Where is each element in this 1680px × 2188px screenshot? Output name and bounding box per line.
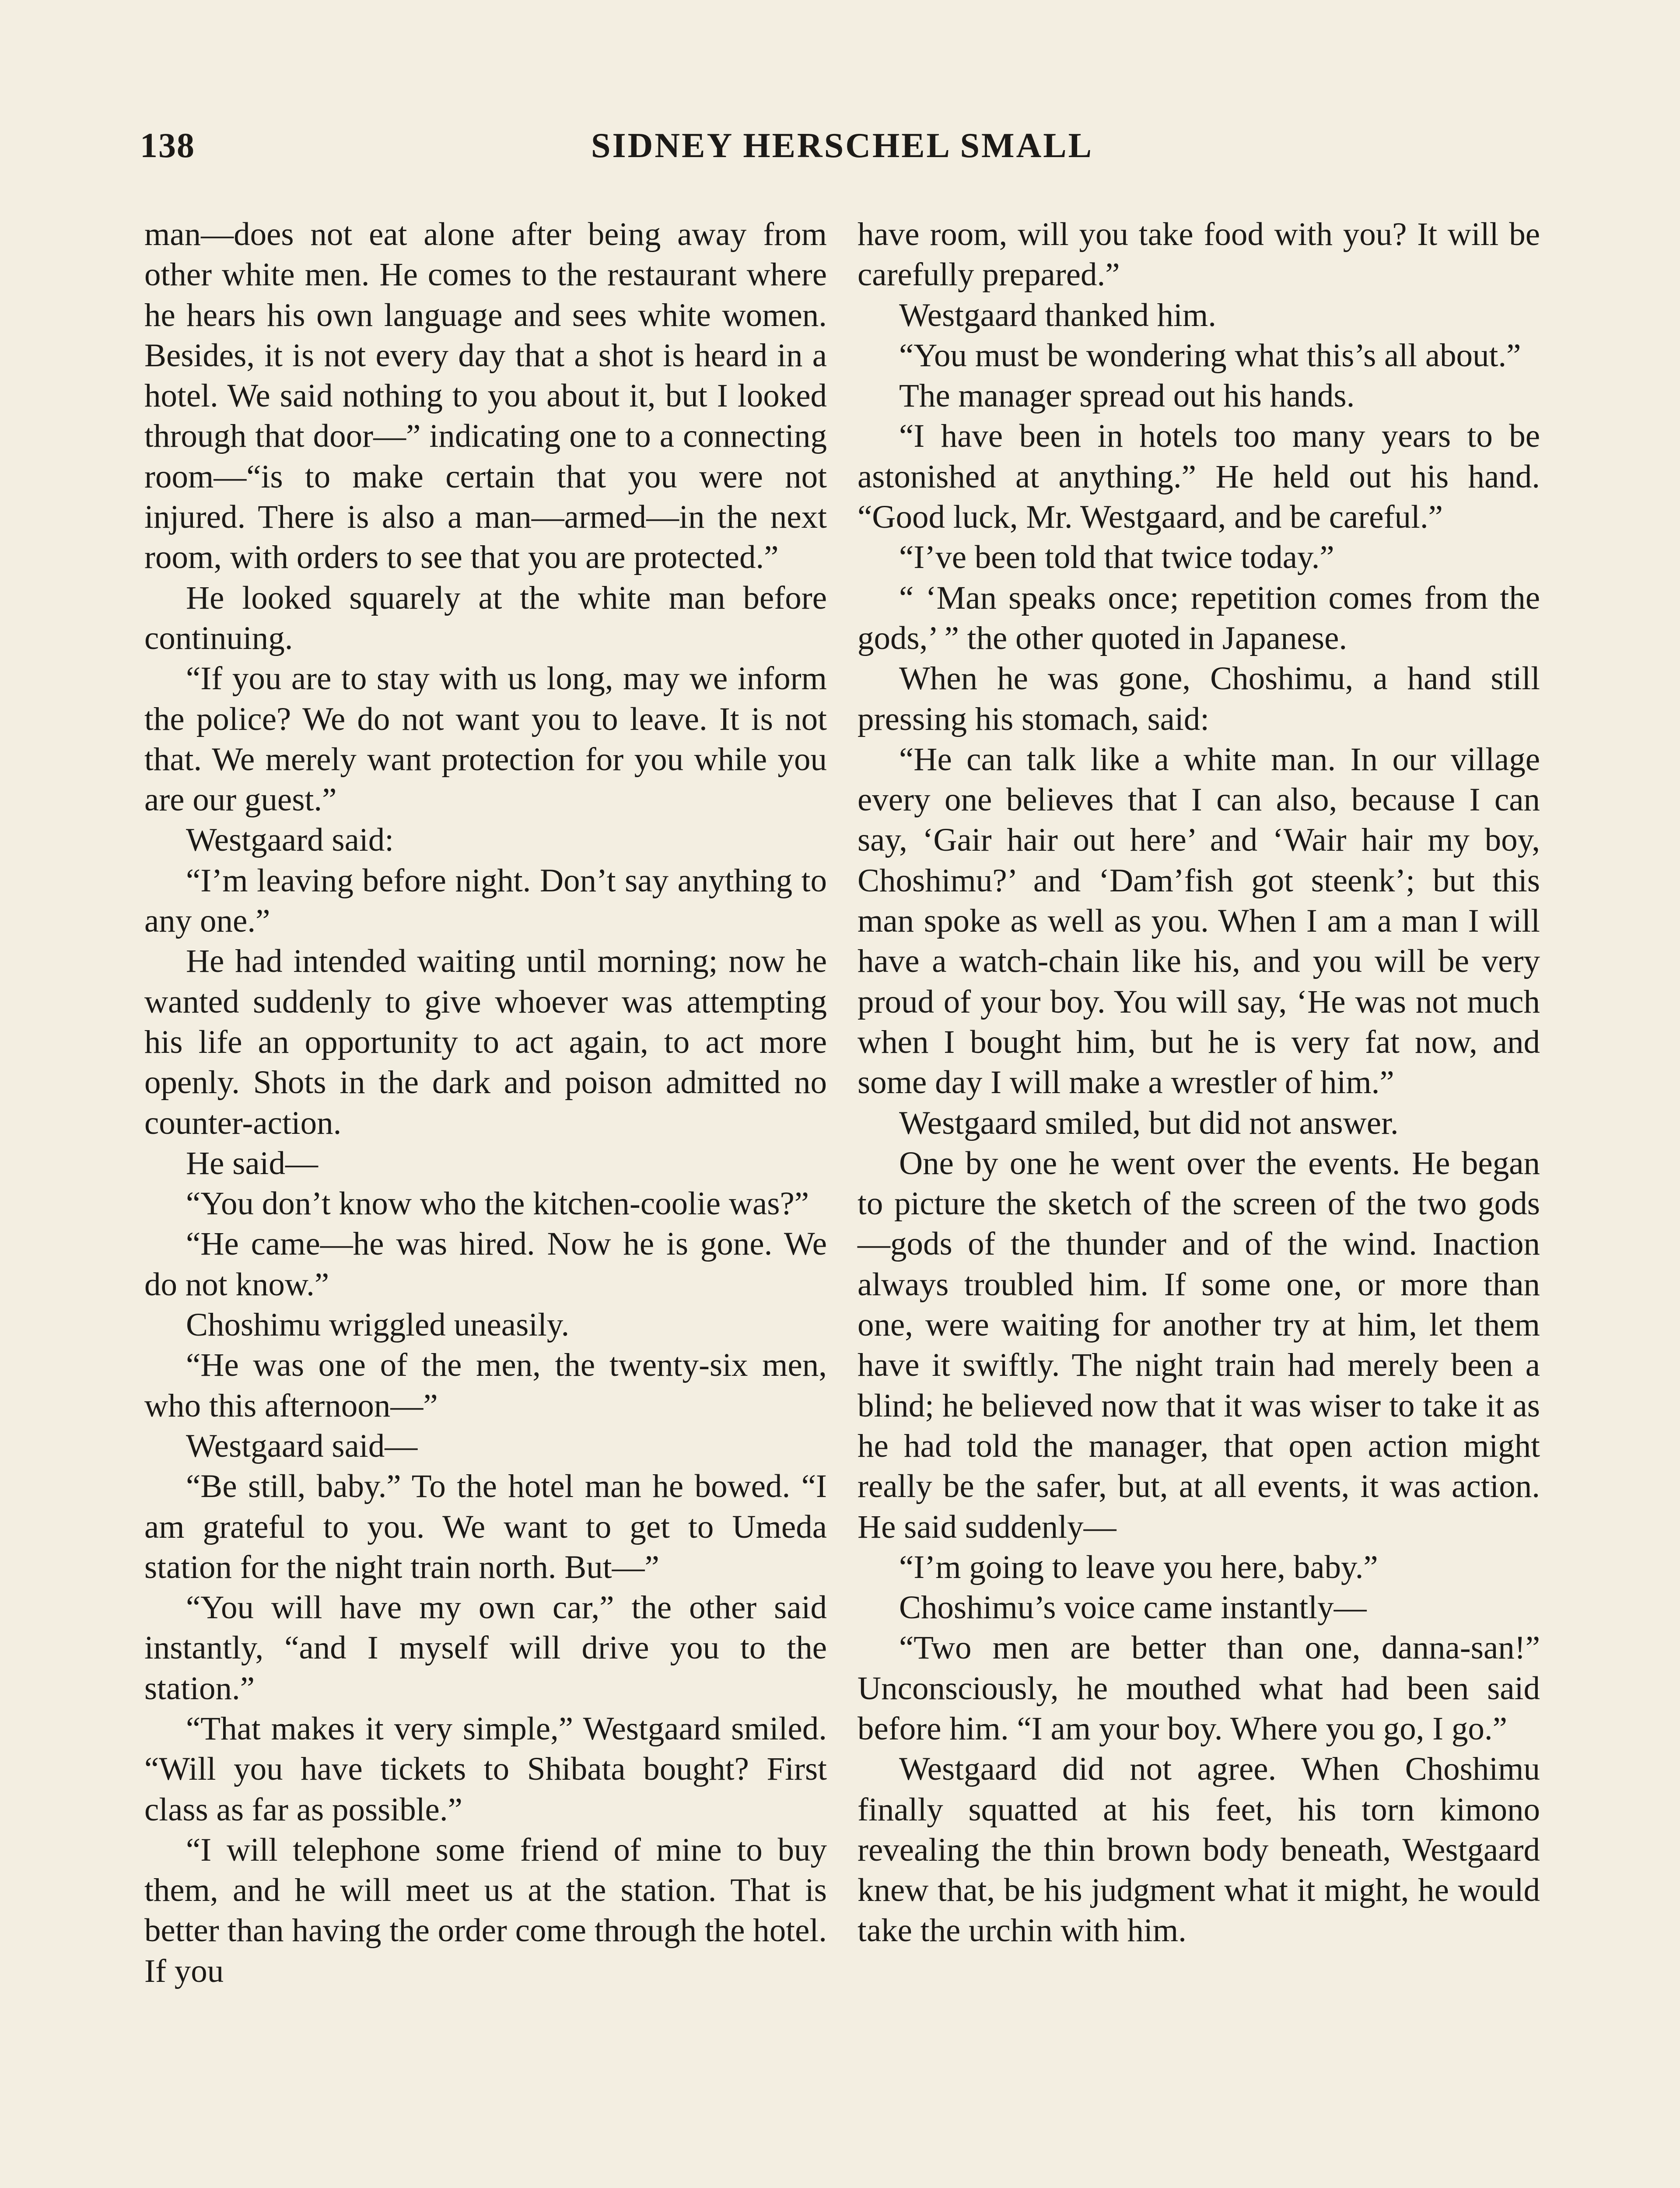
paragraph: “That makes it very simple,” Westgaard smiled. “Will you have tickets to Shibata bought? First class as far as possible.” [144, 1710, 827, 1828]
paragraph: The manager spread out his hands. [899, 378, 1355, 414]
paragraph: When he was gone, Choshimu, a hand still pressing his stomach, said: [858, 660, 1540, 737]
right-column [858, 214, 1540, 1951]
paragraph: Westgaard did not agree. When Choshimu finally squatted at his feet, his torn kimono revealing the thin brown body beneath, Westgaard knew that, be his judgment what it might, he would take the urchin with him. [858, 1751, 1540, 1949]
paragraph: Westgaard smiled, but did not answer. [899, 1105, 1399, 1141]
paragraph: man—does not eat alone after being away from other white men. He comes to the restaurant where he hears his own language and sees white women. Besides, it is not every day that a shot is heard in a hotel. We said nothing to you about it, but I looked through that door—” indicating one to a connecting room—“is to make certain that you were not injured. There is also a man—armed—in the next room, with orders to see that you are protected.” [144, 216, 827, 576]
paragraph: “Be still, baby.” To the hotel man he bowed. “I am grateful to you. We want to get to Umeda station for the night train north. But—” [144, 1468, 827, 1585]
page-header [140, 126, 1544, 174]
paragraph: “I’m going to leave you here, baby.” [899, 1549, 1378, 1585]
paragraph: “ ‘Man speaks once; repetition comes from the gods,’ ” the other quoted in Japanese. [858, 579, 1540, 656]
paragraph: He looked squarely at the white man before continuing. [144, 579, 827, 656]
paragraph: He had intended waiting until morning; now he wanted suddenly to give whoever was attempting his life an opportunity to act again, to act more openly. Shots in the dark and poison admitted no counter-action. [144, 943, 827, 1141]
paragraph: “I have been in hotels too many years to be astonished at anything.” He held out his hand. “Good luck, Mr. Westgaard, and be careful.” [858, 418, 1540, 536]
paragraph: Choshimu’s voice came instantly— [899, 1589, 1367, 1626]
paragraph: “You must be wondering what this’s all about.” [899, 337, 1521, 374]
paragraph: He said— [186, 1145, 318, 1182]
paragraph: Westgaard thanked him. [899, 297, 1216, 333]
paragraph: “If you are to stay with us long, may we inform the police? We do not want you to leave. It is not that. We merely want protection for you while you are our guest.” [144, 660, 827, 818]
paragraph: “You will have my own car,” the other said instantly, “and I myself will drive you to the station.” [144, 1589, 827, 1707]
paragraph: “I will telephone some friend of mine to buy them, and he will meet us at the station. That is better than having the order come through the hotel. If you [144, 1831, 827, 1989]
paragraph: have room, will you take food with you? It will be carefully prepared.” [858, 216, 1540, 293]
paragraph: “Two men are better than one, danna-san!” Unconsciously, he mouthed what had been said before him. “I am your boy. Where you go, I go.” [858, 1630, 1540, 1747]
paragraph: One by one he went over the events. He began to picture the sketch of the screen of the two gods—gods of the thunder and of the wind. Inaction always troubled him. If some one, or more than one, were waiting for another try at him, let them have it swiftly. The night train had merely been a blind; he believed now that it was wiser to take it as he had told the manager, that open action might really be the safer, but, at all events, it was action. He said suddenly— [858, 1145, 1540, 1545]
paragraph: “He came—he was hired. Now he is gone. We do not know.” [144, 1226, 827, 1303]
paragraph: Westgaard said: [186, 822, 394, 859]
left-column [144, 214, 827, 1992]
paragraph: “I’m leaving before night. Don’t say anything to any one.” [144, 862, 827, 940]
paragraph: Westgaard said— [186, 1427, 418, 1464]
paragraph: “I’ve been told that twice today.” [899, 539, 1334, 576]
paragraph: Choshimu wriggled uneasily. [186, 1307, 570, 1343]
page-number: 138 [140, 126, 195, 165]
running-head: SIDNEY HERSCHEL SMALL [591, 126, 1093, 165]
paragraph: “You don’t know who the kitchen-coolie was?” [186, 1185, 809, 1222]
paragraph: “He was one of the men, the twenty-six men, who this afternoon—” [144, 1347, 827, 1424]
paragraph: “He can talk like a white man. In our village every one believes that I can also, because I can say, ‘Gair hair out here’ and ‘Wair hair my boy, Choshimu?’ and ‘Dam’fish got steenk’; but this man spoke as well as you. When I am a man I will have a watch-chain like his, and you will be very proud of your boy. You will say, ‘He was not much when I bought him, but he is very fat now, and some day I will make a wrestler of him.” [858, 741, 1540, 1101]
